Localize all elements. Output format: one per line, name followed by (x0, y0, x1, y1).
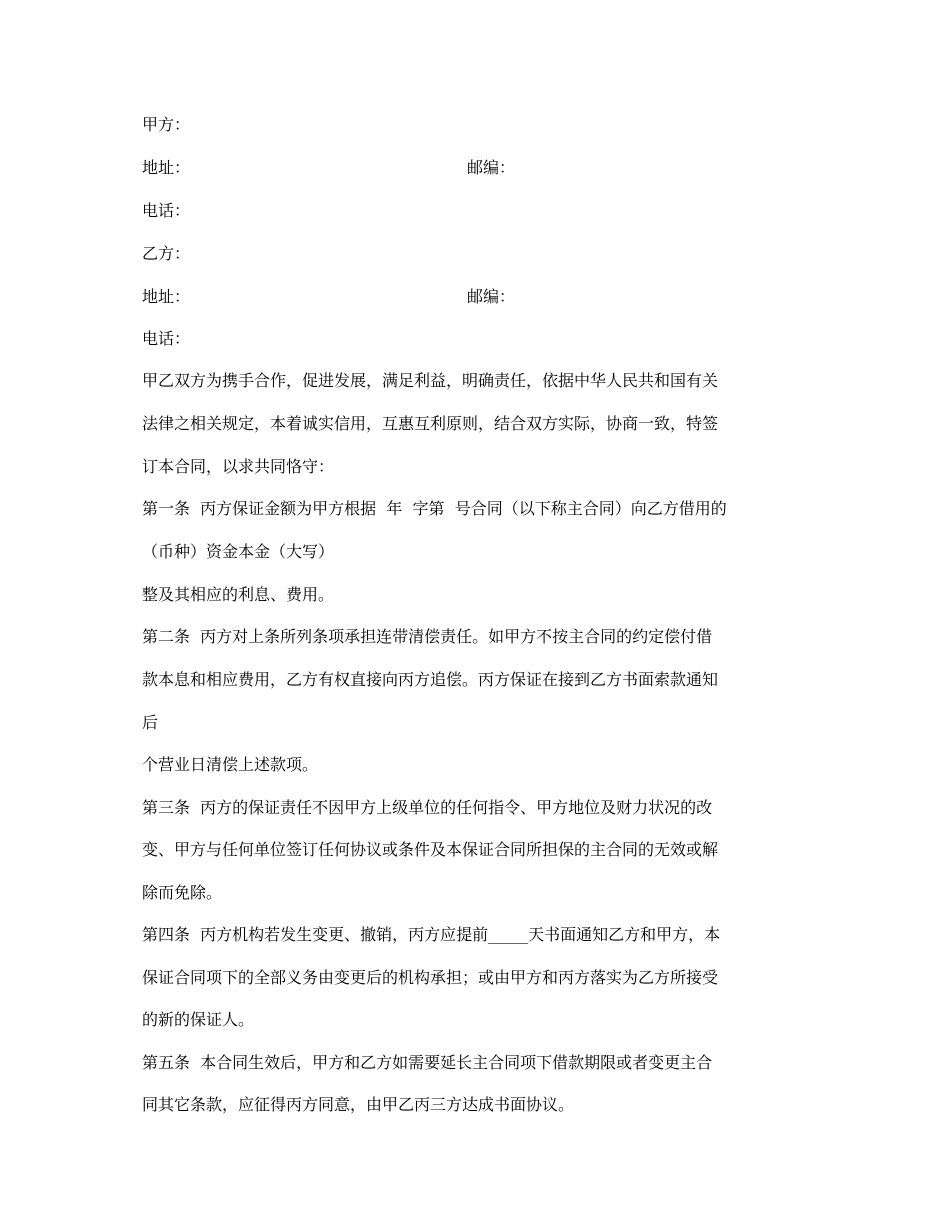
article-2-line-1: 第二条 丙方对上条所列条项承担连带清偿责任。如甲方不按主合同的约定偿付借 (142, 627, 713, 646)
article-1-line-3: 整及其相应的利息、费用。 (142, 585, 335, 604)
article-3-line-2: 变、甲方与任何单位签订任何协议或条件及本保证合同所担保的主合同的无效或解 (142, 840, 719, 859)
article-1-line-1: 第一条 丙方保证金额为甲方根据 年 字第 号合同（以下称主合同）向乙方借用的 (142, 499, 727, 518)
article-3-line-1: 第三条 丙方的保证责任不因甲方上级单位的任何指令、甲方地位及财力状况的改 (142, 798, 713, 817)
party-b-postcode-label: 邮编： (467, 287, 516, 306)
article-5-line-1: 第五条 本合同生效后，甲方和乙方如需要延长主合同项下借款期限或者变更主合 (142, 1053, 713, 1072)
party-a-phone-label: 电话： (142, 201, 191, 220)
party-a-address-label: 地址： (142, 158, 191, 177)
article-5-line-2: 同其它条款，应征得丙方同意，由甲乙丙三方达成书面协议。 (142, 1095, 575, 1114)
article-2-line-2: 款本息和相应费用，乙方有权直接向丙方追偿。丙方保证在接到乙方书面索款通知 (142, 670, 719, 689)
party-a-label: 甲方： (142, 115, 191, 134)
article-1-line-2: （币种）资金本金（大写） (142, 542, 335, 561)
article-4-line-1: 第四条 丙方机构若发生变更、撤销，丙方应提前_____天书面通知乙方和甲方，本 (142, 925, 721, 944)
preamble-line-2: 法律之相关规定，本着诚实信用，互惠互利原则，结合双方实际，协商一致，特签 (142, 414, 719, 433)
article-4-line-3: 的新的保证人。 (142, 1010, 255, 1029)
party-b-address-label: 地址： (142, 287, 191, 306)
party-b-label: 乙方： (142, 244, 191, 263)
party-a-postcode-label: 邮编： (467, 158, 516, 177)
preamble-line-3: 订本合同，以求共同恪守： (142, 457, 335, 476)
preamble-line-1: 甲乙双方为携手合作，促进发展，满足利益，明确责任，依据中华人民共和国有关 (142, 371, 719, 390)
article-4-line-2: 保证合同项下的全部义务由变更后的机构承担；或由甲方和丙方落实为乙方所接受 (142, 968, 719, 987)
article-2-line-4: 个营业日清偿上述款项。 (142, 755, 319, 774)
article-3-line-3: 除而免除。 (142, 883, 223, 902)
article-2-line-3: 后 (142, 713, 159, 732)
party-b-phone-label: 电话： (142, 329, 191, 348)
